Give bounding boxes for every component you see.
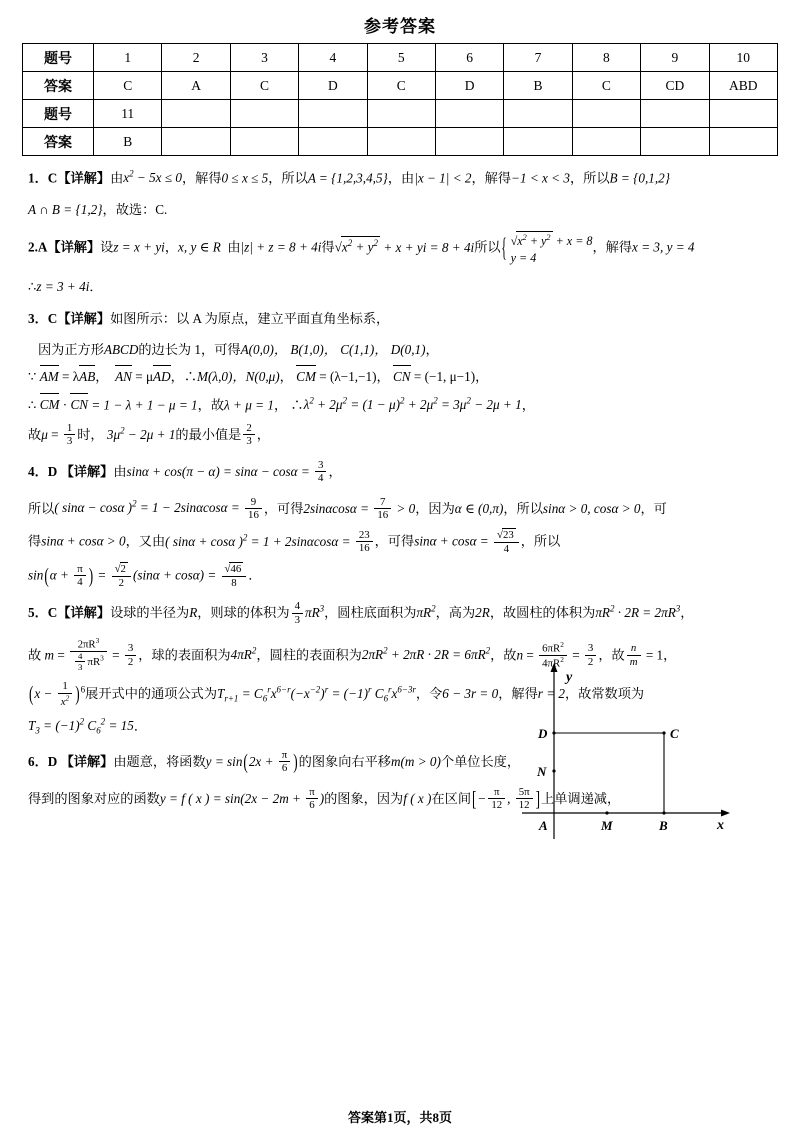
solution-5-t12: ，令 [415,686,443,702]
page-title: 参考答案 [364,17,436,36]
solution-2-t7: ∴ [28,279,37,295]
solution-3-line2: 因为正方形ABCD的边长为 1，可得A(0,0)， B(1,0)， C(1,1)， D(0,1)， [38,342,439,357]
solution-5-t9: ，故 [490,647,517,663]
solution-3-index: 3．C [28,310,58,326]
cell-a3: C [230,72,298,100]
frac-7-16: $\frac{7}{16}$ [374,496,391,522]
cell-q3: 3 [230,44,298,72]
label-y: y [566,669,573,685]
solution-3-line4: ∴ CM · CN = 1 − λ + 1 − μ = 1，故λ + μ = 1， $\therefore\lambda^2 + 2\mu^2 = (1 - \mu)^2 + 2\mu^2 = 3\mu^2 - 2\mu + 1$， [28,395,772,416]
label-M: M [601,817,613,833]
cell-q11: 11 [94,100,162,128]
solution-1-t1: 由 [110,170,124,186]
solutions-body [22,168,778,833]
cell-q20 [709,100,777,128]
cell-a4: D [299,72,367,100]
math-x2-5x: $x^2 - 5x \le 0$ [123,169,182,186]
solution-5-t6: 故 [28,647,42,663]
solution-5-line3: (x − $\frac{1}{x^2}$ )$^6$展开式中的通项公式为$T_{r+1} = C_6^rx^{6-r}(-x^{-2})^r = (-1)^r$ $C_6^rx^{6-3r}$，令6 − 3r = 0，解得r = 2，故常数项为 [29,680,645,708]
math-system: { $√x^2 + y^2 + x = 8$ y = 4 [501,231,593,266]
solution-5-index: 5．C [28,605,58,621]
solution-1-t5: ，解得 [471,170,512,186]
math-absx1: |x − 1| < 2 [414,170,472,186]
solution-1-line2 [28,200,772,220]
solution-6-t1: 由题意，将函数 [113,753,206,769]
cell-a15 [367,128,435,156]
cell-a16 [435,128,503,156]
solution-2-index: 2.A [28,239,48,255]
page-footer: 答案第1页，共8页 [347,1110,452,1125]
solution-6-tag: 【详解】 [60,753,114,769]
cell-a7: B [504,72,572,100]
solution-5-t13: ，解得 [498,686,538,702]
cell-a11: B [94,128,162,156]
solution-1-t3: ，所以 [268,170,308,186]
solution-6-index: 6．D [28,753,58,769]
math-points: A(0,0)， B(1,0)， C(1,1)， D(0,1) [240,342,426,357]
vec-CM-2: CM [40,395,60,415]
label-A: A [539,817,548,833]
solution-4-t1: 由 [113,463,127,479]
solution-3-t12: 的最小值是 [175,426,242,442]
frac-n-value: $\frac{6\pi R^2}{4\pi R^2}$ [539,641,567,670]
solution-5-t11: 展开式中的通项公式为 [85,686,218,702]
solution-5-t4: ，高为 [435,605,476,621]
cell-q8: 8 [572,44,640,72]
row-label-question-1: 题号 [23,44,94,72]
solution-4-t9: ，可得 [374,533,415,549]
solution-6-t4: 得到的图象对应的函数 [28,790,160,806]
frac-3-2b: $\frac{3}{2}$ [585,642,596,668]
math-x3y4: x = 3, y = 4 [632,239,695,255]
solution-5-line2: 故 m = $2\pi R^3$ $\frac{4}{3}$ $\pi R^3$ = $\frac{3}{2}$ ，球的表面积为$4\pi R^2$，圆柱的表面积为$2\pi R^2 + 2\pi R \cdot 2R = 6\pi R^2$，故n = $\frac{6\pi R^2}{4\pi R^2}$ = $\frac{3}{2}$ ，故 $\frac{n}{m}$ = 1， [28,636,677,673]
cell-a13 [230,128,298,156]
solution-3-t8: ，故 [197,397,225,413]
cell-a17 [504,128,572,156]
table-row [23,100,778,128]
cell-a12 [162,128,230,156]
solution-1-index: 1．C [28,170,58,186]
frac-sqrt23-4: $\frac{√23}{4}$ [494,528,519,555]
label-B: B [659,817,668,833]
math-neg1x3: −1 < x < 3 [511,170,570,186]
math-setB: B = {0,1,2} [609,170,671,186]
vec-CN-2: CN [70,395,88,415]
solution-1-tag: 【详解】 [57,170,111,186]
solution-2-t3: 由 [227,239,241,255]
math-z-xyi: z = x + yi [113,239,165,255]
solution-1-t7: ，故选：C. [102,201,168,217]
solution-6: 6．D 【详解】由题意，将函数y = sin(2x + $\frac{\pi}{6}$ )的图象向右平移m(m > 0)个单位长度， [28,748,521,775]
cell-a14 [299,128,367,156]
label-D: D [538,725,548,741]
math-sqrt-eq: $√x^2 + y^2 + x$ + yi = 8 + 4i [335,240,475,255]
cell-a19 [641,128,709,156]
cell-a10: ABD [709,72,777,100]
cell-a2: A [162,72,230,100]
solution-1-t2: ，解得 [181,170,222,186]
solution-2-t6: ，解得 [592,239,633,255]
cell-a1: C [94,72,162,100]
solution-5-tag: 【详解】 [57,605,111,621]
solution-5-t8: ，圆柱的表面积为 [256,647,362,663]
cell-q1: 1 [94,44,162,72]
frac-pi-6: $\frac{\pi}{6}$ [279,749,290,775]
vec-AD: AD [153,367,171,387]
cell-q15 [367,100,435,128]
cell-q7: 7 [504,44,572,72]
frac-m-value: $2\pi R^3$ $\frac{4}{3}$ $\pi R^3$ [70,637,107,673]
cell-a8: C [572,72,640,100]
cell-q9: 9 [641,44,709,72]
row-label-answer-2: 答案 [23,128,94,156]
solution-1-t6: ，所以 [569,170,610,186]
frac-5pi-12: $\frac{5\pi}{12}$ [516,786,533,812]
solution-2-t5: 所以 [474,239,501,255]
math-0x5: 0 ≤ x ≤ 5 [221,170,269,186]
cell-q6: 6 [435,44,503,72]
cell-q17 [504,100,572,128]
cell-q10: 10 [709,44,777,72]
math-AcapB: A ∩ B = {1,2} [28,201,103,217]
cell-a9: CD [641,72,709,100]
solution-5-t10: ，故 [598,647,625,663]
solution-2-t4: 得 [321,239,335,255]
solution-3 [28,309,772,329]
frac-n-m: $\frac{n}{m}$ [627,642,641,668]
frac-3-2: $\frac{3}{2}$ [125,642,136,668]
vec-AB: AB [79,367,95,387]
solution-5-t7: ，球的表面积为 [138,647,231,663]
cell-q2: 2 [162,44,230,72]
math-sina-cospia: sinα + cos(π − α) = sinα − cosα = [126,463,314,479]
cell-q13 [230,100,298,128]
row-label-question-2: 题号 [23,100,94,128]
vec-CM: CM [296,367,316,387]
solution-6-t5: 的图象，因为 [324,790,404,806]
solution-2-line2: ∴z = 3 + 4i． [28,279,103,295]
cell-q16 [435,100,503,128]
solution-3-t4: ∵ [28,369,37,385]
cell-a5: C [367,72,435,100]
cell-a20 [709,128,777,156]
solution-3-t5: ， [170,369,184,385]
solution-3-t11: 时， [77,426,104,442]
cell-a18 [572,128,640,156]
table-row [23,44,778,72]
solution-4-t7: 得 [28,533,42,549]
math-absz-z: |z| + z = 8 + 4i [240,239,322,255]
table-row [23,72,778,100]
label-C: C [670,725,679,741]
solution-6-t6: 在区间 [431,790,472,806]
frac-23-16: $\frac{23}{16}$ [356,529,373,555]
solution-3-t3: 的边长为 1，可得 [138,342,241,357]
frac-3-4: $\frac{3}{4}$ [315,459,326,485]
solution-3-line3: ∵ AM = λAB， AN = μAD，∴M(λ,0)，N(0,μ)， CM = (λ−1,−1)， CN = (−1, μ−1)， [28,367,772,387]
frac-sqrt46-8: $\frac{√46}{8}$ [222,562,247,589]
solution-3-t6: ∴ [28,397,37,413]
solution-4-t8: ，又由 [125,533,166,549]
frac-4-3: $\frac{4}{3}$ [292,600,303,626]
frac-1-x2: $\frac{1}{x^2}$ [58,680,73,707]
frac-pi-4: $\frac{\pi}{4}$ [74,563,85,589]
solution-1-t4: ，由 [387,170,415,186]
label-x: x [717,817,724,833]
frac-pi-6b: $\frac{\pi}{6}$ [306,786,317,812]
solution-4-line2: 所以( sinα − cosα )$^2$ = 1 − 2sinαcosα = $\frac{9}{16}$ ，可得2sinαcosα = $\frac{7}{16}$ > 0，因为α ∈ (0,π)，所以sinα > 0, cosα > 0，可 [28,495,667,521]
solution-3-t2: 因为正方形 [38,342,104,357]
solution-4-t4: ，因为 [415,500,455,516]
solution-4-line3: 得sinα + cosα > 0，又由( sinα + cosα )$^2$ = 1 + 2sinαcosα = $\frac{23}{16}$ ，可得sinα + cosα = $\frac{√23}{4}$ ，所以 [28,528,561,555]
solution-6-t3: 个单位长度， [440,753,521,769]
answer-table [22,43,778,156]
solution-3-tag: 【详解】 [57,310,111,326]
solution-4-t3: ，可得 [263,500,304,516]
solution-5-line4: $T_3 = (-1)^2$ $C_6^2 = 15$． [28,716,148,736]
solution-4-index: 4．D [28,463,58,479]
solution-3-t10: 故 [28,426,42,442]
solution-2 [28,231,772,266]
solution-2-t2: ， [164,239,179,255]
solution-4-t5: ，所以 [503,500,543,516]
frac-sqrt2-2: $\frac{√2}{2}$ [112,562,131,589]
solution-6-t7: 上单调递减， [541,790,621,806]
solution-5-t14: ，故常数项为 [564,686,645,702]
solution-4-t2: 所以 [28,500,55,516]
frac-1-3: $\frac{1}{3}$ [64,422,75,448]
solution-5-t2: ，则球的体积为 [197,605,290,621]
solution-4: 4．D 【详解】由sinα + cos(π − α) = sinα − cosα = $\frac{3}{4}$ ， [28,458,342,485]
table-row [23,128,778,156]
solution-5-t5: ，故圆柱的体积为 [489,605,596,621]
cell-q5: 5 [367,44,435,72]
frac-pi-12: $\frac{\pi}{12}$ [488,786,505,812]
solution-3-line5: 故μ = $\frac{1}{3}$ 时， $3\mu^2 - 2\mu + 1$的最小值是 $\frac{2}{3}$ ， [28,421,270,448]
solution-4-line4: sin(α + $\frac{\pi}{4}$ ) = $\frac{√2}{2}$ (sinα + cosα) = $\frac{√46}{8}$ ． [28,562,262,589]
solution-3-t1: 如图所示：以 A 为原点，建立平面直角坐标系， [110,310,390,326]
cell-a6: D [435,72,503,100]
math-xyR: x, y ∈ R [178,239,221,255]
cell-q4: 4 [299,44,367,72]
solution-2-tag: 【详解】 [47,239,101,255]
cell-q19 [641,100,709,128]
solution-4-tag: 【详解】 [60,463,114,479]
math-setA: A = {1,2,3,4,5} [307,170,388,186]
solution-5-t1: 设球的半径为 [110,605,190,621]
solution-5: 5．C【详解】设球的半径为R，则球的体积为 $\frac{4}{3}$ $\pi R^3$，圆柱底面积为$\pi R^2$，高为2R，故圆柱的体积为$\pi R^2 \cdot 2R = 2\pi R^3$， [28,600,694,626]
math-z34i: z = 3 + 4i [36,279,90,295]
solution-2-t1: 设 [100,239,114,255]
solution-6-t2: 的图象向右平移 [298,753,391,769]
solution-1 [28,168,772,189]
solution-4-t10: ，所以 [520,533,561,549]
row-label-answer-1: 答案 [23,72,94,100]
cell-q14 [299,100,367,128]
solution-4-t6: ，可 [640,500,667,516]
vec-AN: AN [115,367,132,387]
label-N: N [537,763,547,779]
frac-2-3: $\frac{2}{3}$ [243,422,254,448]
solution-6-line2: 得到的图象对应的函数y = f ( x ) = sin(2x − 2m + $\frac{\pi}{6}$ )的图象，因为f ( x )在区间[− $\frac{\pi}{12}$ , $\frac{5\pi}{12}$ ]上单调递减， [28,785,621,812]
vec-AM: AM [40,367,59,387]
solution-5-t3: ，圆柱底面积为 [324,605,417,621]
frac-9-16: $\frac{9}{16}$ [245,496,262,522]
cell-q18 [572,100,640,128]
math-ABCD: ABCD [103,342,139,357]
vec-CN: CN [393,367,411,387]
cell-q12 [162,100,230,128]
